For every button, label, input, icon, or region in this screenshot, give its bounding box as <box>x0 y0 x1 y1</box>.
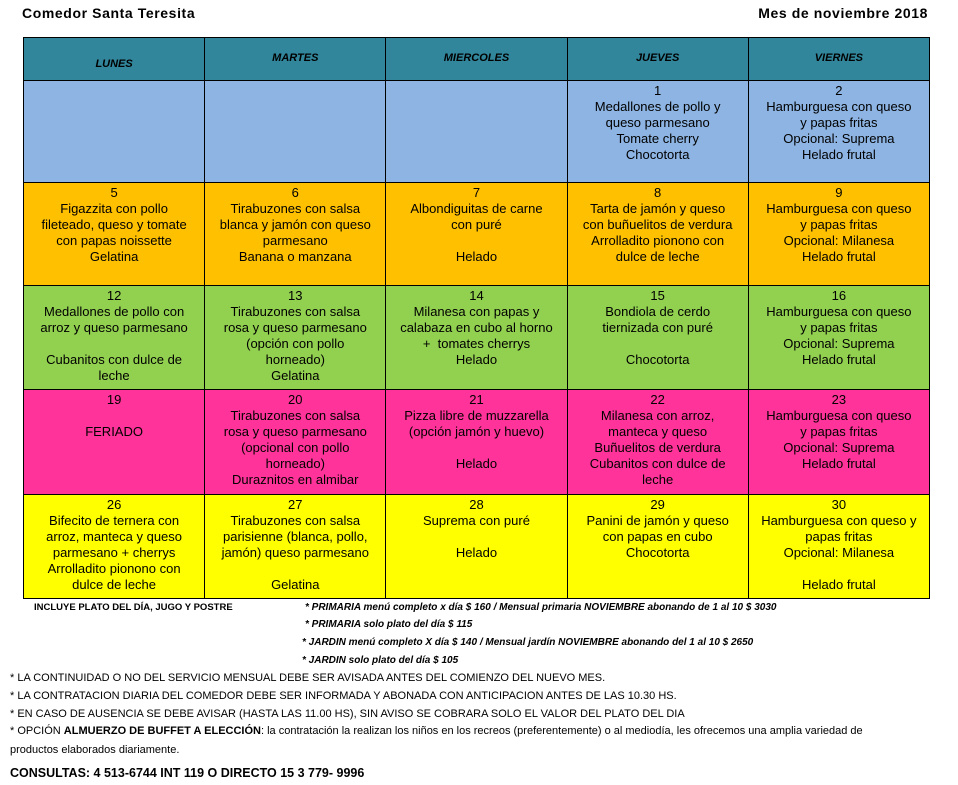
day-header-martes: MARTES <box>205 38 386 81</box>
menu-line: dulce de leche <box>72 576 157 592</box>
menu-cell-miercoles <box>386 494 567 598</box>
menu-line: Arrolladito pionono con <box>591 233 725 249</box>
menu-line: Tirabuzones con salsa <box>230 201 361 217</box>
menu-line: Helado frutal <box>802 147 876 162</box>
incluye-note: INCLUYE PLATO DEL DÍA, JUGO Y POSTRE <box>34 602 233 613</box>
menu-line: + tomates cherrys <box>422 335 531 351</box>
menu-line: horneado) <box>265 456 325 472</box>
price-primaria-plato: * PRIMARIA solo plato del día $ 115 <box>305 619 473 630</box>
menu-cell-viernes <box>748 390 929 494</box>
day-header-miercoles: MIERCOLES <box>386 38 567 81</box>
menu-cell-lunes <box>24 494 205 598</box>
footnote-buffet: * OPCIÓN ALMUERZO DE BUFFET A ELECCIÓN: la contratación la realizan los niños en los recreos (preferentemente) o al mediodía, les ofrecemos una amplia variedad de <box>10 725 863 737</box>
menu-line: Gelatina <box>271 576 320 592</box>
menu-line: Duraznitos en almibar <box>232 472 359 488</box>
price-primaria-completo: * PRIMARIA menú completo x día $ 160 / Mensual primaria NOVIEMBRE abonando de 1 al 10 $ 3030 <box>305 602 777 613</box>
menu-line: Bifecito de ternera con <box>49 512 180 528</box>
day-number: 2 <box>835 83 843 98</box>
week-row <box>24 390 930 494</box>
menu-line: Chocotorta <box>625 147 690 162</box>
menu-line: Opcional: Suprema <box>783 440 895 456</box>
menu-line: calabaza en cubo al horno <box>400 319 553 335</box>
menu-line <box>208 561 382 577</box>
menu-line: Helado frutal <box>802 456 876 472</box>
menu-line: Hamburguesa con queso <box>766 99 912 114</box>
footnote-continuidad: * LA CONTINUIDAD O NO DEL SERVICIO MENSUAL DEBE SER AVISADA ANTES DEL COMIENZO DEL NUEVO MES. <box>10 672 606 684</box>
menu-line: con papas en cubo <box>602 528 713 544</box>
menu-line: parmesano + cherrys <box>52 544 176 560</box>
footnote-buffet-cont: productos elaborados diariamente. <box>10 744 180 756</box>
day-number: 26 <box>106 496 122 512</box>
menu-line: y papas fritas <box>800 217 878 233</box>
menu-cell-martes <box>205 285 386 389</box>
menu-cell-lunes <box>24 390 205 494</box>
month-title: Mes de noviembre 2018 <box>758 5 928 21</box>
menu-line: Hamburguesa con queso <box>766 201 912 217</box>
menu-line: Opcional: Suprema <box>783 131 895 146</box>
menu-table <box>23 37 930 599</box>
menu-line: Pizza libre de muzzarella <box>404 408 549 424</box>
menu-line: blanca y jamón con queso <box>219 217 371 233</box>
price-jardin-completo: * JARDIN menú completo X día $ 140 / Mensual jardín NOVIEMBRE abonando del 1 al 10 $ 2650 <box>302 637 754 648</box>
menu-line: y papas fritas <box>800 319 878 335</box>
menu-line: y papas fritas <box>800 424 878 440</box>
menu-line: tiernizada con puré <box>602 319 713 335</box>
menu-body <box>24 81 930 599</box>
day-number: 21 <box>469 392 484 408</box>
day-number: 20 <box>288 392 303 408</box>
menu-line: rosa y queso parmesano <box>223 319 367 335</box>
menu-cell-martes <box>205 494 386 598</box>
menu-cell-viernes <box>748 183 929 285</box>
menu-line: Helado <box>455 456 498 472</box>
menu-line: dulce de leche <box>615 249 700 265</box>
day-number: 13 <box>288 287 303 303</box>
menu-line <box>389 440 563 456</box>
menu-cell-jueves <box>567 390 748 494</box>
menu-line <box>27 408 201 424</box>
menu-cell-viernes <box>748 81 929 183</box>
menu-cell-jueves <box>567 183 748 285</box>
menu-line: Arrolladito pionono con <box>47 560 181 576</box>
menu-line: Helado <box>455 351 498 367</box>
menu-line: Opcional: Milanesa <box>783 544 895 560</box>
menu-line: Figazzita con pollo <box>60 201 168 217</box>
menu-cell-miercoles <box>386 285 567 389</box>
menu-line: con puré <box>451 217 502 233</box>
week-row <box>24 494 930 598</box>
day-number: 14 <box>469 287 484 303</box>
menu-line: leche <box>98 367 130 383</box>
menu-cell-lunes <box>24 183 205 285</box>
menu-line: horneado) <box>265 351 325 367</box>
menu-line: Hamburguesa con queso <box>766 303 912 319</box>
menu-line: Chocotorta <box>625 544 690 560</box>
menu-line: con buñuelitos de verdura <box>582 217 733 233</box>
menu-line: Tirabuzones con salsa <box>230 408 361 424</box>
menu-line: fileteado, queso y tomate <box>41 217 187 233</box>
menu-line: Tirabuzones con salsa <box>230 512 361 528</box>
footnote-ausencia: * EN CASO DE AUSENCIA SE DEBE AVISAR (HASTA LAS 11.00 HS), SIN AVISO SE COBRARA SOLO EL VALOR DEL PLATO DEL DIA <box>10 708 685 720</box>
footnote-contratacion: * LA CONTRATACION DIARIA DEL COMEDOR DEBE SER INFORMADA Y ABONADA CON ANTICIPACION ANTES DE LAS 10.30 HS. <box>10 690 677 702</box>
week-row <box>24 81 930 183</box>
day-number: 19 <box>106 392 122 408</box>
menu-line: Albondiguitas de carne <box>410 201 543 217</box>
menu-line: Cubanitos con dulce de <box>589 456 726 472</box>
menu-line: Medallones de pollo y <box>594 99 721 114</box>
menu-line: rosa y queso parmesano <box>223 424 367 440</box>
day-number: 22 <box>650 392 665 408</box>
menu-line: Suprema con puré <box>422 512 530 528</box>
menu-line: Tomate cherry <box>616 131 699 146</box>
menu-line: FERIADO <box>85 424 143 440</box>
day-number: 28 <box>469 496 484 512</box>
menu-line: arroz, manteca y queso <box>46 528 183 544</box>
day-header-jueves: JUEVES <box>567 38 748 81</box>
menu-line: (opción con pollo <box>246 335 345 351</box>
menu-line: Helado frutal <box>802 351 876 367</box>
menu-line <box>389 233 563 249</box>
menu-cell-jueves <box>567 494 748 598</box>
menu-line: Buñuelitos de verdura <box>594 440 721 456</box>
menu-cell-martes <box>205 390 386 494</box>
menu-line <box>27 336 201 352</box>
menu-line: leche <box>642 472 674 488</box>
menu-line: Chocotorta <box>625 351 690 367</box>
menu-line: papas fritas <box>805 528 873 544</box>
menu-line: arroz y queso parmesano <box>40 319 188 335</box>
menu-line <box>752 561 926 577</box>
menu-cell-lunes <box>24 81 205 183</box>
day-number: 7 <box>472 185 481 201</box>
day-number: 9 <box>835 185 843 201</box>
menu-line: Panini de jamón y queso <box>586 512 729 528</box>
menu-cell-viernes <box>748 494 929 598</box>
day-header-lunes: LUNES <box>24 38 205 81</box>
day-header-viernes: VIERNES <box>748 38 929 81</box>
day-number: 23 <box>831 392 847 408</box>
menu-line: Helado <box>455 544 498 560</box>
consultas-phone: CONSULTAS: 4 513-6744 INT 119 O DIRECTO 15 3 779- 9996 <box>10 766 365 780</box>
menu-cell-lunes <box>24 285 205 389</box>
day-number: 15 <box>650 287 665 303</box>
menu-line: Opcional: Suprema <box>783 335 895 351</box>
menu-line: Gelatina <box>271 367 320 383</box>
menu-cell-jueves <box>567 285 748 389</box>
menu-line: Bondiola de cerdo <box>605 303 711 319</box>
menu-line: (opción jamón y huevo) <box>408 424 545 440</box>
menu-line: Helado frutal <box>802 576 876 592</box>
week-row <box>24 285 930 389</box>
menu-line: Milanesa con arroz, <box>600 408 715 424</box>
day-number: 12 <box>106 287 122 303</box>
menu-line: Hamburguesa con queso y <box>761 512 917 528</box>
menu-cell-martes <box>205 81 386 183</box>
menu-line: Gelatina <box>89 249 139 265</box>
menu-line: Cubanitos con dulce de <box>46 351 183 367</box>
day-number: 30 <box>831 496 847 512</box>
day-number: 29 <box>650 496 665 512</box>
menu-line: Milanesa con papas y <box>413 303 540 319</box>
menu-line: (opcional con pollo <box>241 440 350 456</box>
menu-line: parisienne (blanca, pollo, <box>223 528 368 544</box>
menu-cell-viernes <box>748 285 929 389</box>
menu-line: Medallones de pollo con <box>43 303 185 319</box>
menu-cell-martes <box>205 183 386 285</box>
menu-line: y papas fritas <box>800 115 878 130</box>
menu-line: Helado frutal <box>802 249 876 265</box>
menu-cell-jueves <box>567 81 748 183</box>
menu-line: Hamburguesa con queso <box>766 408 912 424</box>
menu-cell-miercoles <box>386 183 567 285</box>
menu-cell-miercoles <box>386 390 567 494</box>
menu-line: Opcional: Milanesa <box>783 233 895 249</box>
menu-line <box>571 336 745 352</box>
menu-line: Tarta de jamón y queso <box>590 201 726 217</box>
menu-line: manteca y queso <box>608 424 708 440</box>
day-header-row <box>24 38 930 81</box>
day-number: 5 <box>110 185 118 201</box>
comedor-title: Comedor Santa Teresita <box>22 5 196 21</box>
menu-line: queso parmesano <box>605 115 710 130</box>
week-row <box>24 183 930 285</box>
price-jardin-plato: * JARDIN solo plato del día $ 105 <box>302 655 459 666</box>
menu-line: Banana o manzana <box>238 249 352 265</box>
menu-line <box>389 529 563 545</box>
menu-line: Tirabuzones con salsa <box>230 303 361 319</box>
day-number: 27 <box>288 496 303 512</box>
menu-line: jamón) queso parmesano <box>221 544 369 560</box>
menu-line: parmesano <box>262 233 328 249</box>
menu-line: Helado <box>455 249 498 265</box>
day-number: 1 <box>654 83 662 98</box>
menu-line: con papas noissette <box>56 233 172 249</box>
day-number: 16 <box>831 287 847 303</box>
day-number: 8 <box>654 185 662 201</box>
day-number: 6 <box>291 185 299 201</box>
menu-cell-miercoles <box>386 81 567 183</box>
